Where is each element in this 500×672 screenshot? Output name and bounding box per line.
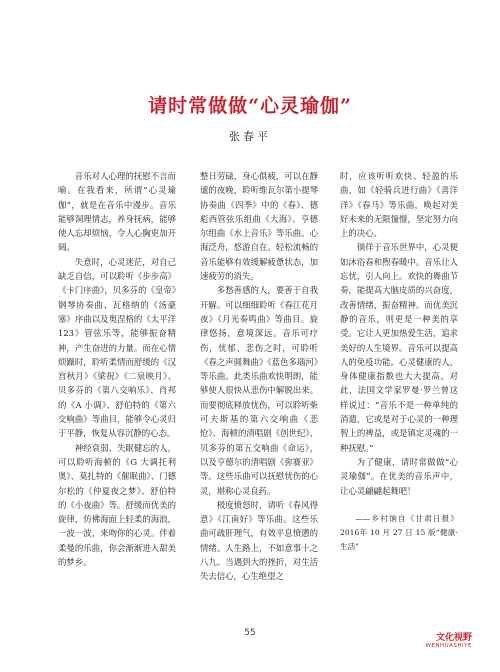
- paragraph: 整日劳碌，身心俱疲，可以在静谧的夜晚，聆听维瓦尔第小提琴协奏曲《四季》中的《春》、德彪西管弦乐组曲《大海》、亨德尔组曲《水上音乐》等乐曲。心海泛舟，悠游自在。轻松流畅的音乐能够有效缓解疲惫状态，加速疲劳的消失。: [200, 171, 318, 282]
- paragraph: 失意时，心灵迷茫，对自己缺乏自信，可以聆听《步步高》《卡门序曲》，贝多芬的《皇帝》钢琴协奏曲、瓦格纳的《汤豪塞》序曲以及奥涅格的《太平洋 123》管弦乐等，能够振奋精神，产生奋进的力量。而在心情烦躁时，聆听柔情而舒缓的《汉宫秋月》《梁祝》《二泉映月》、贝多芬的《第八交响乐》、肖邦的《A 小调》、舒伯特的《第六交响曲》等曲目，能够令心灵归于平静，恢复从容沉静的心态。: [58, 256, 176, 439]
- brand-name: 文化视野: [435, 633, 472, 643]
- paragraph: 徜徉于音乐世界中，心灵便如沐浴春和煦春暖中。音乐让人忘忧，引人向上。欢快的舞曲节奏，能提高大脑皮质的兴奋度，改善情绪，振奋精神。而优美沉静的音乐，则更是一种美的享受。它让人更加热爱生活，追求美好的人生境界。音乐可以提高人的免疫功能。心灵健康的人，身体健康指数也大大提高。对此，法国文学家罗曼·罗兰曾这样说过：“音乐不是一种单纯的消遣，它或是对于心灵的一种理智上的裨益，或是镇定灵魂的一种抚慰。”: [340, 242, 458, 453]
- text-column-2: [200, 169, 318, 584]
- brand-pinyin: WENHUASHIYE: [425, 643, 472, 649]
- article-title: 请时常做做“心灵瑜伽”: [148, 95, 352, 117]
- section-brand: [425, 630, 472, 649]
- paragraph: 多愁善感的人，要善于自我开解。可以细细聆听《春江花月夜》《月光奏鸣曲》等曲目。旋律悠扬，意境深远。音乐可疗伤，忧郁、悲伤之时，可聆听《春之声圆舞曲》《蓝色多瑙河》等乐曲。此类乐曲欢快明朗，能够使人很快从悲伤中解脱出来。而要彻底释放忧伤，可以聆听柴可夫斯基的第六交响曲《悲怆》、海顿的清唱剧《创世纪》、贝多芬的第五交响曲《命运》，以及亨德尔的清唱剧《弥赛亚》等。这些乐曲可以抚慰忧伤的心灵，堪称心灵良药。: [200, 285, 318, 496]
- source-citation: ——乡村饷自《甘肃日报》2016年 10 月 27 日 15 版“健康·生活”: [340, 513, 458, 551]
- paragraph: 为了健康，请时常做做“心灵瑜伽”。在优美的音乐声中，让心灵翩翩起舞吧！: [340, 456, 458, 496]
- paragraph: 神经衰弱、失眠健忘的人，可以聆听海顿的《G 大调托利奥》、莫扎特的《催眠曲》、门德尔松的《仲夏夜之梦》、舒伯特的《小夜曲》等。舒缓而优美的旋律，仿佛海面上轻柔的海浪，一波一波，来吻你的心灵。伴着柔曼的乐曲，你会渐渐进入甜美的梦乡。: [58, 442, 176, 568]
- page-number: 55: [244, 628, 256, 638]
- article-author: 张春平: [229, 130, 271, 143]
- text-column-1: [58, 169, 176, 569]
- paragraph: 极度愤怒时，请听《春风得意》《江南好》等乐曲。这些乐曲可疏肝理气，有效平息愤懑的情绪。人生路上，不如意事十之八九。当遇到大的挫折，对生活失去信心，心生绝望之: [200, 499, 318, 582]
- text-column-3: [340, 169, 458, 554]
- paragraph: 音乐对人心理的抚慰不言而喻。在我看来，所谓“心灵瑜伽”，就是在音乐中漫步。音乐能够洞理情志，养身抚病，能够使人忘却烦恼，令人心胸更加开阔。: [58, 171, 176, 253]
- paragraph: 时，应该听听欢快、轻盈的乐曲，如《轻骑兵进行曲》《喜洋洋》《春马》等乐曲，唤起对美好未来的无限憧憬，坚定努力向上的决心。: [340, 171, 458, 239]
